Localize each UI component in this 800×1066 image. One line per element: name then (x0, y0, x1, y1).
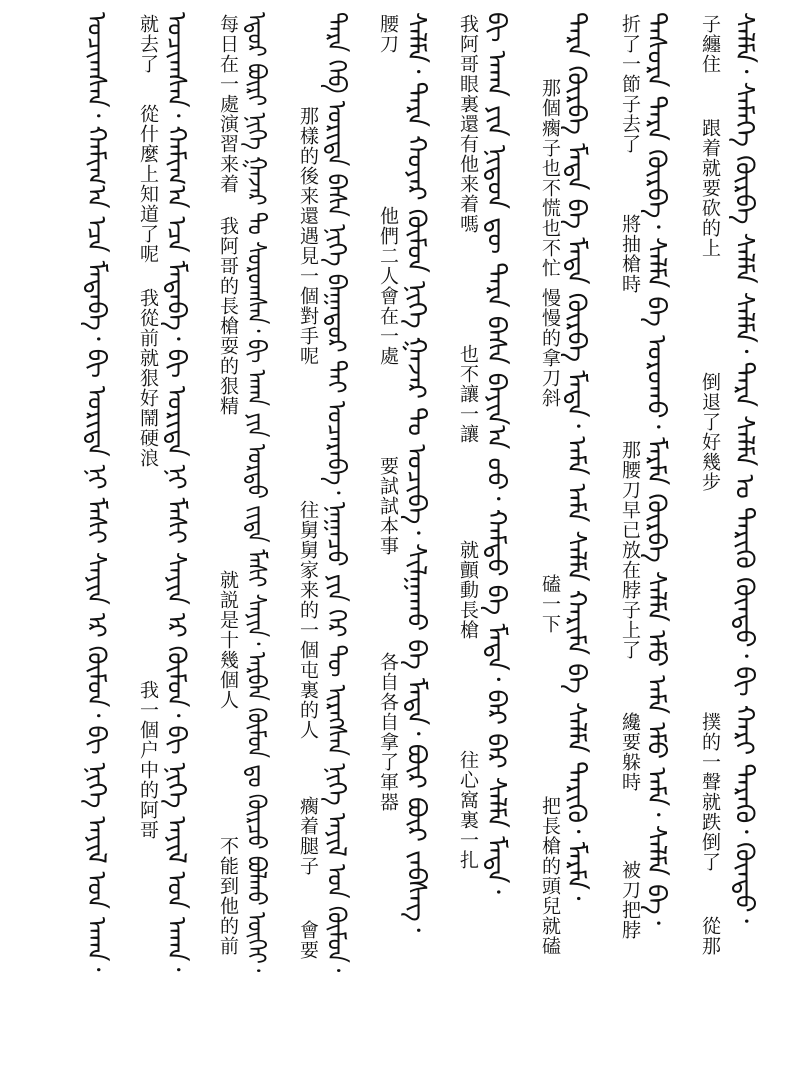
chinese-gloss: 子纏住 (699, 14, 721, 74)
chinese-gloss: 每日在一處演習来着 (217, 14, 239, 194)
chinese-gloss: 磕一下 (539, 574, 561, 634)
script-line: ᠣᠴᠢᠭᠰᠠᠨ᠂ ᠬᠠᠮᠢᠭ᠎ᠠ ᠡᠴᠡ ᠮᠡᠳᠡᠪᠡ᠂ ᠪᠢ ᠤᠷᠢᠳᠠ ᠨᠢ ᠮᠠᠰᠢ ᠰᠠᠶᠢᠨ ᠡᠷ ᠬᠦᠮᠦᠨ᠂ ᠪᠢ ᠨᠢᠭᠡ ᠠᠶᠢᠯ ᠤᠨ ᠠᠬᠠ᠂ (161, 12, 191, 972)
chinese-gloss: 我從前就狠好鬧硬浪 (137, 288, 159, 468)
mongolian-script-column (81, 12, 130, 972)
chinese-gloss: 不能到他的前 (217, 836, 239, 956)
chinese-gloss: 也不讓一讓 (457, 344, 479, 444)
script-line: ᠪᠢ ᠠᠬᠠ ᠶᠢᠨ ᠨᠢᠳᠦᠨ ᠳᠦ ᠲᠡᠷᠡ ᠪᠠᠰᠠ ᠪᠠᠶᠢᠨ᠎ᠠ ᠤᠤ᠂ ᠬᠠᠮᠲᠤ ᠪᠠ ᠮᠡᠳᠡ᠂ ᠪᠡᠷ ᠪᠡᠷ ᠰᠡᠯᠮᠡ ᠮᠡᠳᠡ᠂ (481, 12, 511, 894)
chinese-gloss: 就去了 (137, 14, 159, 74)
chinese-gloss: 撲的一聲就跌倒了 (699, 712, 721, 872)
script-line: ᠲᠡᠷᠡ ᠬᠡᠪ ᠤᠷᠢᠳᠠ ᠪᠠᠰᠠ ᠨᠢᠭᠡ ᠪᠠᠭᠠᠲᠤᠷ ᠲᠡᠶ ᠤᠴᠠᠷᠠᠪᠠ᠂ ᠨᠠᠭᠠᠴᠤ ᠶᠢᠨ ᠭᠡᠷ ᠲᠦ ᠢᠷᠡᠭᠰᠡᠨ ᠨᠢᠭᠡ ᠠᠶᠢᠯ ᠤᠨ ᠬᠦᠮᠦᠨ᠂ (321, 12, 351, 973)
chinese-gloss: 我阿哥的長槍耍的狠精 (217, 216, 239, 416)
chinese-gloss: 我阿哥眼裏還有他来着嗎 (457, 14, 479, 234)
mongolian-script-column (729, 12, 778, 972)
chinese-gloss: 會要 (297, 920, 319, 960)
script-line: ᠰᠡᠯᠮᠡ᠂ ᠰᠡᠮᠡᠭᠡ ᠬᠦᠷᠪᠡ ᠰᠡᠯᠮᠡ ᠰᠡᠯᠮᠡ᠂ ᠲᠡᠷᠡ ᠰᠡᠯᠮᠡ ᠣ ᠲᠡᠷᠢᠭᠦ ᠬᠦᠨᠳᠦ᠂ ᠪᠢ ᠬᠠᠷᠢ ᠲᠡᠷᠡᠭᠦ᠂ ᠬᠦᠨᠳᠦ᠂ (729, 12, 759, 924)
chinese-gloss: 就顫動長槍 (457, 540, 479, 640)
mongolian-script-column (241, 12, 290, 973)
script-line: ᠲᠡᠰᠦᠷᠡ ᠲᠡᠷᠡ ᠬᠦᠷᠪᠡ᠂ ᠰᠡᠯᠮᠡ ᠪᠡ ᠣᠷᠣᠬᠤ᠂ ᠮᠠᠷᠮᠠ ᠬᠦᠷᠪᠡ ᠰᠡᠯᠮᠡ ᠡᠮᠦ ᠠᠮᠠ ᠡᠮᠦ ᠠᠮᠠ᠂ ᠰᠡᠯᠮᠡ ᠪᠠ᠂ (641, 12, 671, 926)
script-line: ᠰᠡᠯᠮᠡ᠂ ᠲᠡᠷᠡ ᠬᠣᠶᠠᠷ ᠬᠦᠮᠦᠨ ᠨᠢᠭᠡ ᠭᠠᠵᠠᠷ ᠲᠤ ᠣᠴᠢᠪᠠ᠂ ᠰᠢᠯᠭᠠᠬᠤ ᠪᠠ ᠮᠡᠳᠡ᠂ ᠪᠦᠷ ᠪᠦᠷ ᠵᠡᠪᠰᠡᠭ᠂ (401, 12, 431, 933)
mongolian-script-column (401, 12, 450, 972)
chinese-gloss: 就説是十幾個人 (217, 570, 239, 710)
mongolian-script-column (161, 12, 210, 972)
mongolian-script-column (321, 12, 370, 973)
chinese-gloss: 慢慢的拿刀斜 (539, 288, 561, 408)
chinese-gloss: 倒退了好幾步 (699, 372, 721, 492)
chinese-gloss: 我一個户中的阿哥 (137, 680, 159, 840)
chinese-gloss: 將抽槍時 (619, 214, 641, 294)
script-line: ᠡᠳᠦᠷ ᠪᠦᠷᠢ ᠨᠢᠭᠡ ᠭᠠᠵᠠᠷ ᠲᠤ ᠰᠤᠷᠤᠭᠰᠠᠨ᠂ ᠪᠢ ᠠᠬᠠ ᠶᠢᠨ ᠤᠷᠲᠤ ᠵᠢᠳᠠ ᠮᠠᠰᠢ ᠰᠠᠶᠢᠨ᠂ ᠠᠷᠪᠠᠨ ᠬᠦᠮᠦᠨ ᠳᠤ ᠬᠦᠷᠴᠦ ᠪᠣᠯᠬᠤ ᠦᠭᠡᠢ᠂ (241, 12, 271, 973)
chinese-gloss: 從那 (699, 916, 721, 956)
chinese-gloss: 把長槍的頭兒就磕 (539, 796, 561, 956)
chinese-gloss: 那樣的後来還遇見一個對手呢 (297, 106, 319, 366)
chinese-gloss: 各自各自拿了軍器 (377, 652, 399, 812)
script-line: ᠲᠡᠷᠡ ᠬᠦᠷᠪᠡ ᠮᠡᠳᠡ ᠪᠠ ᠮᠡᠳᠡ ᠬᠦᠷᠪᠡ ᠮᠡᠳᠡ᠂ ᠠᠮᠠ ᠠᠮᠠ ᠰᠡᠯᠮᠡ ᠬᠠᠷᠢᠮᠠ ᠪᠠ ᠰᠡᠯᠮᠡ ᠲᠡᠷᠢᠭᠦ᠂ ᠮᠠᠷᠮᠠ᠂ (561, 12, 591, 901)
chinese-gloss: 腰刀 (377, 14, 399, 54)
chinese-gloss: 折了一節子去了 (619, 14, 641, 154)
chinese-gloss: 從什麼上知道了呢 (137, 104, 159, 264)
mongolian-script-column (641, 12, 690, 972)
chinese-gloss: 他們二人會在一處 (377, 206, 399, 366)
chinese-gloss: 往心窩裏一扎 (457, 750, 479, 870)
mongolian-script-column (561, 12, 610, 972)
chinese-gloss: 瘸着腿子 (297, 796, 319, 876)
chinese-gloss: 跟着就要砍的上 (699, 118, 721, 258)
chinese-gloss: 要試試本事 (377, 456, 399, 556)
chinese-gloss: 往舅舅家来的一個屯裏的人 (297, 500, 319, 740)
chinese-gloss: 纔要躲時 (619, 712, 641, 792)
script-line: ᠣᠴᠢᠭᠰᠠᠨ᠂ ᠬᠠᠮᠢᠭ᠎ᠠ ᠡᠴᠡ ᠮᠡᠳᠡᠪᠡ᠂ ᠪᠢ ᠤᠷᠢᠳᠠ ᠨᠢ ᠮᠠᠰᠢ ᠰᠠᠶᠢᠨ ᠡᠷ ᠬᠦᠮᠦᠨ᠂ ᠪᠢ ᠨᠢᠭᠡ ᠠᠶᠢᠯ ᠤᠨ ᠠᠬᠠ᠂ (81, 12, 111, 972)
chinese-gloss: 那腰刀早已放在脖子上了 (619, 440, 641, 660)
chinese-gloss: 那個瘸子也不慌也不忙 (539, 78, 561, 278)
chinese-gloss: 被刀把脖 (619, 860, 641, 940)
mongolian-script-column (481, 12, 530, 972)
